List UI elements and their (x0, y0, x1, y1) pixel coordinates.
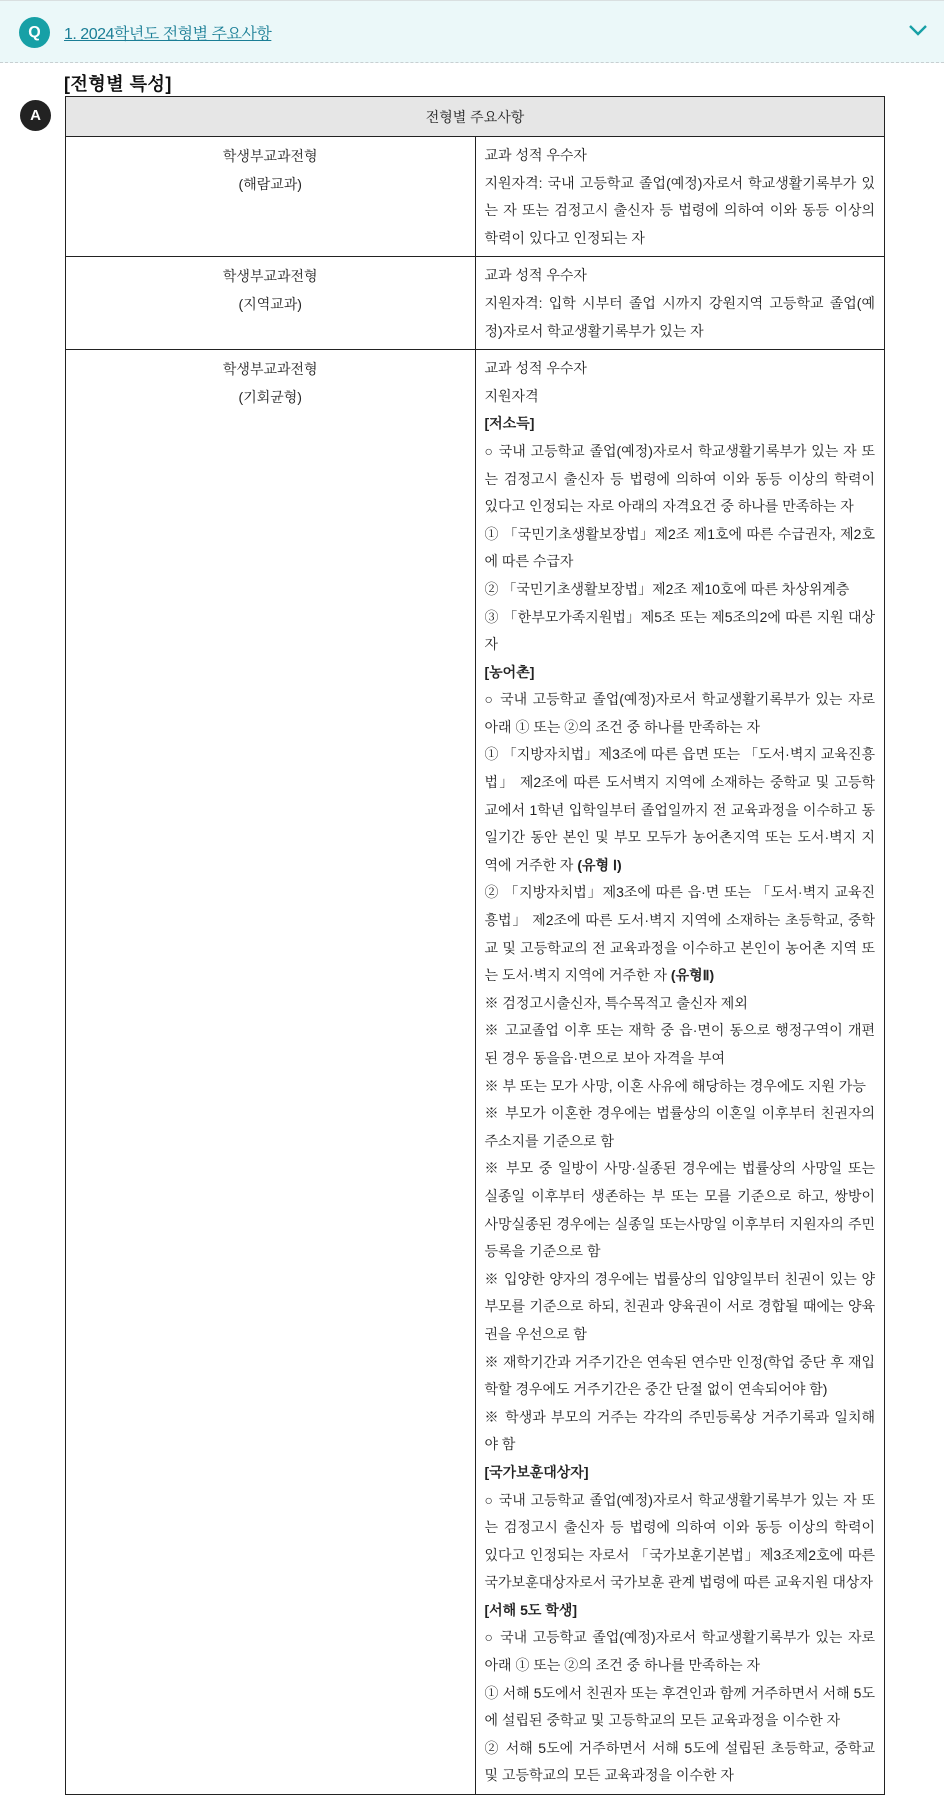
table-row (66, 350, 885, 1795)
detail-line (485, 1266, 876, 1349)
detail-text: ① 「지방자치법」제3조에 따른 읍면 또는 「도서·벽지 교육진흥법」 제2조에 따른 도서벽지 지역에 소재하는 중학교 및 고등학교에서 1학년 입학일부터 졸업일까지 전 교육과정을 이수하고 동일기간 동안 본인 및 부모 모두가 농어촌지역 또는 도서·벽지 지역에 거주한 자 (484, 746, 875, 873)
detail-text: 지원자격: 국내 고등학교 졸업(예정)자로서 학교생활기록부가 있는 자 또는 검정고시 출신자 등 법령에 의하여 이와 동등 이상의 학력이 있다고 인정되는 자 (484, 174, 875, 246)
type-suffix: (유형 Ⅰ) (577, 856, 622, 873)
admission-type-label (66, 137, 476, 257)
admission-type-details (475, 257, 885, 350)
table-row (66, 137, 885, 257)
detail-text: ② 「지방자치법」제3조에 따른 읍·면 또는 「도서·벽지 교육진흥법」 제2조에 따른 도서·벽지 지역에 소재하는 초등학교, 중학교 및 고등학교의 전 교육과정을 이수하고 본인이 농어촌 지역 또는 도서·벽지 지역에 거주한 자 (484, 884, 875, 984)
detail-text: ※ 고교졸업 이후 또는 재학 중 읍·면이 동으로 행정구역이 개편된 경우 동을읍·면으로 보아 자격을 부여 (484, 1022, 875, 1066)
detail-line (485, 741, 876, 879)
detail-text: ○ 국내 고등학교 졸업(예정)자로서 학교생활기록부가 있는 자 또는 검정고시 출신자 등 법령에 의하여 이와 동등 이상의 학력이 있다고 인정되는 자로 아래의 자격요건 중 하나를 만족하는 자 (484, 442, 875, 515)
detail-text: 교과 성적 우수자 (484, 147, 587, 163)
detail-line (485, 1100, 876, 1155)
detail-line (485, 1680, 876, 1735)
detail-line (485, 576, 876, 604)
detail-line (485, 170, 876, 253)
admission-type-details (475, 137, 885, 257)
detail-text: [서해 5도 학생] (484, 1601, 578, 1618)
detail-line (485, 686, 876, 741)
label-line: (해람교과) (238, 176, 302, 192)
question-title-link[interactable]: 1. 2024학년도 전형별 주요사항 (64, 26, 272, 43)
detail-line (485, 604, 876, 659)
section-title: [전형별 특성] (64, 74, 172, 94)
detail-text: 교과 성적 우수자 (484, 360, 587, 377)
subsection-heading (485, 1459, 876, 1487)
label-line: 학생부교과전형 (222, 268, 318, 285)
detail-text: 지원자격: 입학 시부터 졸업 시까지 강원지역 고등학교 졸업(예정)자로서 학교생활기록부가 있는 자 (484, 294, 875, 339)
question-badge: Q (19, 17, 50, 48)
detail-line (485, 355, 876, 383)
detail-line (485, 990, 876, 1018)
detail-text: ② 서해 5도에 거주하면서 서해 5도에 설립된 초등학교, 중학교 및 고등학교의 모든 교육과정을 이수한 자 (484, 1739, 875, 1784)
detail-text: ③ 「한부모가족지원법」제5조 또는 제5조의2에 따른 지원 대상자 (484, 608, 875, 653)
type-suffix: (유형Ⅱ) (670, 967, 715, 984)
detail-text: [농어촌] (484, 663, 535, 680)
detail-line (485, 1404, 876, 1459)
table-row (66, 257, 885, 350)
detail-line (485, 1487, 876, 1597)
label-line: (지역교과) (238, 296, 302, 313)
detail-text: ※ 부 또는 모가 사망, 이혼 사유에 해당하는 경우에도 지원 가능 (484, 1077, 866, 1094)
detail-line (485, 1349, 876, 1404)
detail-text: ※ 부모가 이혼한 경우에는 법률상의 이혼일 이후부터 친권자의 주소지를 기준으로 함 (484, 1105, 875, 1149)
admission-type-label (66, 350, 476, 1795)
detail-text: [저소득] (484, 415, 535, 432)
subsection-heading (485, 1597, 876, 1625)
detail-line (485, 1624, 876, 1679)
detail-line (485, 879, 876, 989)
detail-line (485, 1735, 876, 1790)
detail-text: ※ 학생과 부모의 거주는 각각의 주민등록상 거주기록과 일치해야 함 (484, 1408, 875, 1453)
detail-line (485, 142, 876, 170)
detail-text: 교과 성적 우수자 (484, 267, 587, 284)
detail-line (485, 383, 876, 411)
detail-line (485, 262, 876, 290)
label-line: (기회균형) (238, 389, 302, 406)
admission-types-table (65, 96, 885, 1795)
detail-line (485, 290, 876, 345)
detail-text: ※ 재학기간과 거주기간은 연속된 연수만 인정(학업 중단 후 재입학할 경우에도 거주기간은 중간 단절 없이 연속되어야 함) (484, 1353, 875, 1398)
detail-line (485, 1017, 876, 1072)
label-line: 학생부교과전형 (222, 361, 318, 378)
detail-line (485, 1073, 876, 1101)
detail-text: ○ 국내 고등학교 졸업(예정)자로서 학교생활기록부가 있는 자로 아래 ① 또는 ②의 조건 중 하나를 만족하는 자 (484, 691, 875, 735)
chevron-down-icon[interactable] (908, 23, 928, 37)
admission-type-details (475, 350, 885, 1795)
detail-line (485, 438, 876, 521)
detail-text: ○ 국내 고등학교 졸업(예정)자로서 학교생활기록부가 있는 자 또는 검정고시 출신자 등 법령에 의하여 이와 동등 이상의 학력이 있다고 인정되는 자로서 「국가보훈기본법」제3조제2호에 따른 국가보훈대상자로서 국가보훈 관계 법령에 따른 교육지원 대상자 (484, 1491, 875, 1591)
label-line: 학생부교과전형 (222, 148, 318, 164)
detail-text: [국가보훈대상자] (484, 1463, 589, 1480)
detail-text: ② 「국민기초생활보장법」제2조 제10호에 따른 차상위계층 (484, 580, 850, 597)
admission-type-label (66, 257, 476, 350)
faq-question-header[interactable] (0, 0, 944, 63)
detail-line (485, 521, 876, 576)
detail-line (485, 1155, 876, 1265)
detail-text: ※ 검정고시출신자, 특수목적고 출신자 제외 (484, 994, 748, 1011)
table-header: 전형별 주요사항 (66, 97, 885, 137)
detail-text: ※ 부모 중 일방이 사망·실종된 경우에는 법률상의 사망일 또는 실종일 이후부터 생존하는 부 또는 모를 기준으로 하고, 쌍방이 사망실종된 경우에는 실종일 또는사망일 이후부터 지원자의 주민등록을 기준으로 함 (484, 1160, 875, 1260)
subsection-heading (485, 659, 876, 687)
detail-text: 지원자격 (484, 387, 539, 404)
detail-text: ○ 국내 고등학교 졸업(예정)자로서 학교생활기록부가 있는 자로 아래 ① 또는 ②의 조건 중 하나를 만족하는 자 (484, 1629, 875, 1674)
detail-text: ① 서해 5도에서 친권자 또는 후견인과 함께 거주하면서 서해 5도에 설립된 중학교 및 고등학교의 모든 교육과정을 이수한 자 (484, 1684, 875, 1729)
detail-text: ※ 입양한 양자의 경우에는 법률상의 입양일부터 친권이 있는 양부모를 기준으로 하되, 친권과 양육권이 서로 경합될 때에는 양육권을 우선으로 함 (484, 1270, 875, 1342)
subsection-heading (485, 410, 876, 438)
detail-text: ① 「국민기초생활보장법」제2조 제1호에 따른 수급권자, 제2호에 따른 수급자 (484, 525, 875, 570)
answer-badge: A (20, 100, 51, 131)
